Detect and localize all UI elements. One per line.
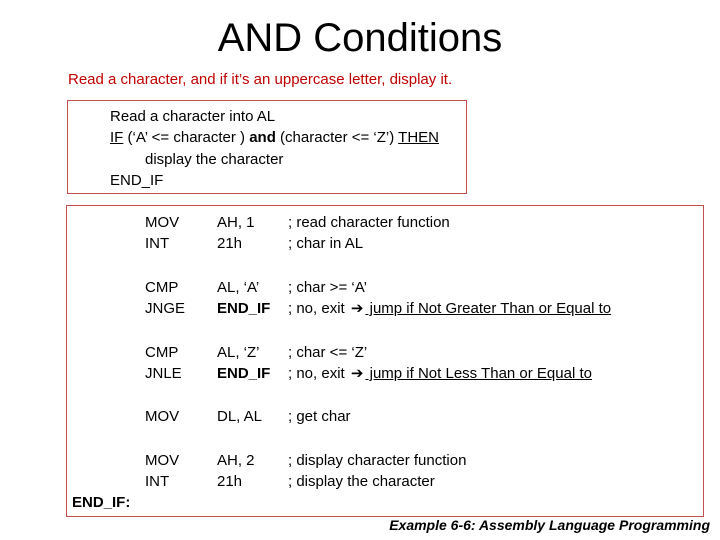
slide-title: AND Conditions: [217, 16, 503, 60]
if-keyword: IF: [110, 129, 124, 146]
code-arg: END_IF: [217, 365, 271, 382]
code-comment: ; read character function: [288, 214, 450, 231]
code-comment: ; char <= ‘Z’: [288, 344, 368, 361]
code-op: INT: [145, 473, 170, 490]
code-comment: ; char >= ‘A’: [288, 279, 367, 296]
code-comment: [288, 363, 592, 384]
code-comment: ; display the character: [288, 473, 435, 490]
code-arg: AL, ‘A’: [217, 279, 260, 296]
code-comment: ; get char: [288, 408, 351, 425]
caption: Example 6-6: Assembly Language Programming: [389, 517, 710, 533]
code-comment: [288, 298, 611, 319]
code-op: CMP: [145, 344, 179, 361]
code-arg: 21h: [217, 235, 243, 252]
code-arg: 21h: [217, 473, 243, 490]
condition-2: (character <= ‘Z’): [275, 129, 399, 146]
condition-1: (‘A’ <= character ): [123, 129, 250, 146]
right-arrow-icon: ➔: [350, 365, 364, 382]
code-op: MOV: [145, 214, 180, 231]
code-op: INT: [145, 235, 170, 252]
then-keyword: THEN: [398, 129, 439, 146]
code-arg: END_IF: [217, 300, 271, 317]
code-arg: AL, ‘Z’: [217, 344, 260, 361]
comment-explanation: jump if Not Less Than or Equal to: [365, 365, 592, 382]
code-op: JNLE: [145, 365, 182, 382]
code-op: CMP: [145, 279, 179, 296]
slide-subtitle: Read a character, and if it’s an uppercase letter, display it.: [68, 71, 453, 88]
pseudo-line-4: END_IF: [110, 172, 164, 189]
code-arg: AH, 2: [217, 452, 255, 469]
pseudo-line-3: display the character: [145, 151, 284, 168]
code-arg: DL, AL: [217, 408, 263, 425]
end-if-label: END_IF:: [72, 494, 131, 511]
and-keyword: and: [249, 129, 276, 146]
pseudo-line-1: Read a character into AL: [110, 108, 276, 125]
code-op: JNGE: [145, 300, 186, 317]
code-comment: ; display character function: [288, 452, 467, 469]
code-comment: ; char in AL: [288, 235, 364, 252]
right-arrow-icon: ➔: [350, 300, 364, 317]
comment-text: ; no, exit: [288, 365, 345, 382]
comment-text: ; no, exit: [288, 300, 345, 317]
comment-explanation: jump if Not Greater Than or Equal to: [365, 300, 612, 317]
code-op: MOV: [145, 452, 180, 469]
pseudo-line-2: [110, 128, 439, 148]
code-op: MOV: [145, 408, 180, 425]
code-arg: AH, 1: [217, 214, 255, 231]
